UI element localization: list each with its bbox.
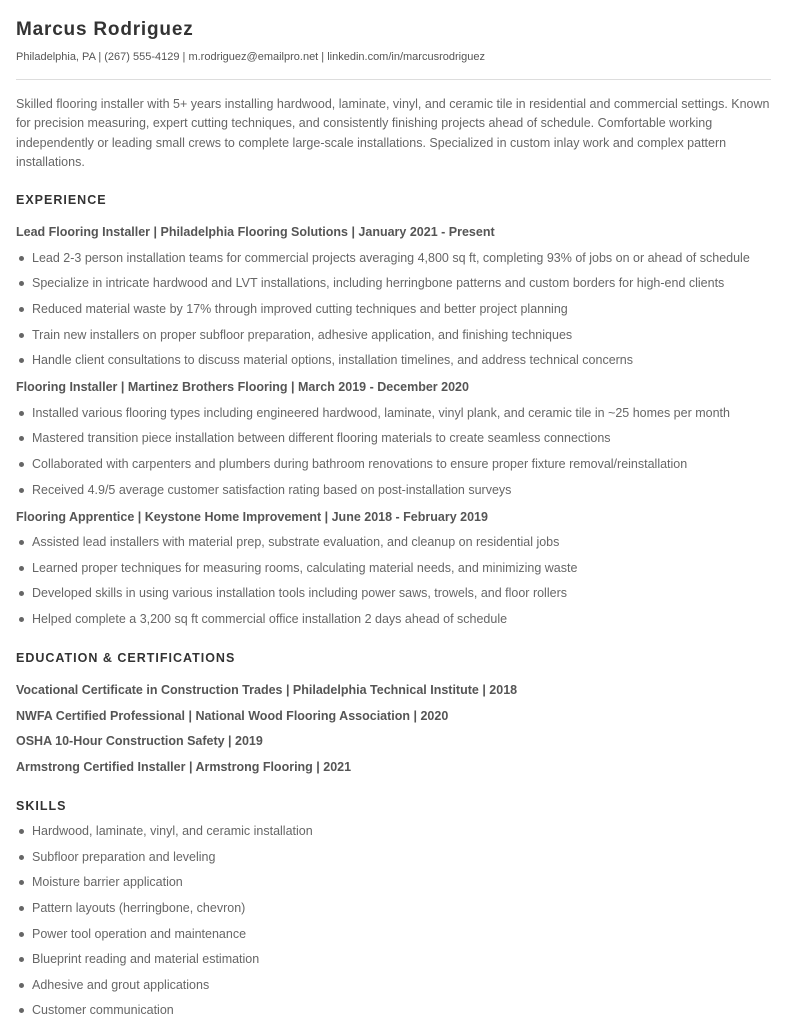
job-title: Flooring Apprentice | Keystone Home Improvement | June 2018 - February 2019: [16, 509, 488, 524]
job-title: Lead Flooring Installer | Philadelphia Flooring Solutions | January 2021 - Present: [16, 225, 495, 240]
job-bullets: [16, 250, 775, 368]
list-item: Moisture barrier application: [16, 874, 775, 890]
list-item: Blueprint reading and material estimation: [16, 951, 775, 967]
list-item: Developed skills in using various installation tools including power saws, trowels, and floor rollers: [16, 585, 775, 601]
job-bullets: [16, 405, 775, 498]
job-title: Flooring Installer | Martinez Brothers Flooring | March 2019 - December 2020: [16, 380, 469, 395]
job-entry: [16, 224, 775, 368]
list-item: Collaborated with carpenters and plumbers during bathroom renovations to ensure proper fixture removal/reinstallation: [16, 456, 775, 472]
education-item: OSHA 10-Hour Construction Safety | 2019: [16, 734, 263, 749]
list-item: Hardwood, laminate, vinyl, and ceramic installation: [16, 823, 775, 839]
list-item: Lead 2-3 person installation teams for commercial projects averaging 4,800 sq ft, completing 93% of jobs on or ahead of schedule: [16, 250, 775, 266]
list-item: Power tool operation and maintenance: [16, 926, 775, 942]
professional-summary: Skilled flooring installer with 5+ years installing hardwood, laminate, vinyl, and ceramic tile in residential and commercial settings. Known for precision measuring, expert cutting techniques, and consistently finishing projects ahead of schedule. Comfortable working independently or leading small crews to complete large-scale installations. Specialized in custom inlay work and complex pattern installations.: [16, 97, 770, 169]
contact-line: Philadelphia, PA | (267) 555-4129 | m.rodriguez@emailpro.net | linkedin.com/in/marcusrodriguez: [16, 51, 485, 63]
skills-heading: SKILLS: [16, 798, 67, 813]
education-list: [16, 682, 775, 775]
list-item: Customer communication: [16, 1002, 775, 1018]
education-item: NWFA Certified Professional | National Wood Flooring Association | 2020: [16, 708, 449, 723]
header-divider: [16, 79, 771, 80]
list-item: Installed various flooring types including engineered hardwood, laminate, vinyl plank, and ceramic tile in ~25 homes per month: [16, 405, 775, 421]
list-item: Specialize in intricate hardwood and LVT installations, including herringbone patterns and custom borders for high-end clients: [16, 275, 775, 291]
list-item: Learned proper techniques for measuring rooms, calculating material needs, and minimizing waste: [16, 560, 775, 576]
list-item: Handle client consultations to discuss material options, installation timelines, and address technical concerns: [16, 352, 775, 368]
skills-list: [16, 823, 775, 1018]
list-item: Pattern layouts (herringbone, chevron): [16, 900, 775, 916]
list-item: Reduced material waste by 17% through improved cutting techniques and better project planning: [16, 301, 775, 317]
education-item: Vocational Certificate in Construction Trades | Philadelphia Technical Institute | 2018: [16, 682, 518, 697]
list-item: Train new installers on proper subfloor preparation, adhesive application, and finishing techniques: [16, 327, 775, 343]
list-item: Helped complete a 3,200 sq ft commercial office installation 2 days ahead of schedule: [16, 611, 775, 627]
experience-heading: EXPERIENCE: [16, 193, 107, 208]
candidate-name: Marcus Rodriguez: [16, 19, 194, 40]
job-entry: [16, 509, 775, 627]
list-item: Received 4.9/5 average customer satisfaction rating based on post-installation surveys: [16, 482, 775, 498]
job-bullets: [16, 534, 775, 627]
education-heading: EDUCATION & CERTIFICATIONS: [16, 650, 236, 665]
list-item: Assisted lead installers with material prep, substrate evaluation, and cleanup on residential jobs: [16, 534, 775, 550]
job-entry: [16, 379, 775, 497]
list-item: Subfloor preparation and leveling: [16, 849, 775, 865]
list-item: Adhesive and grout applications: [16, 977, 775, 993]
education-item: Armstrong Certified Installer | Armstrong Flooring | 2021: [16, 759, 352, 774]
list-item: Mastered transition piece installation between different flooring materials to create seamless connections: [16, 430, 775, 446]
